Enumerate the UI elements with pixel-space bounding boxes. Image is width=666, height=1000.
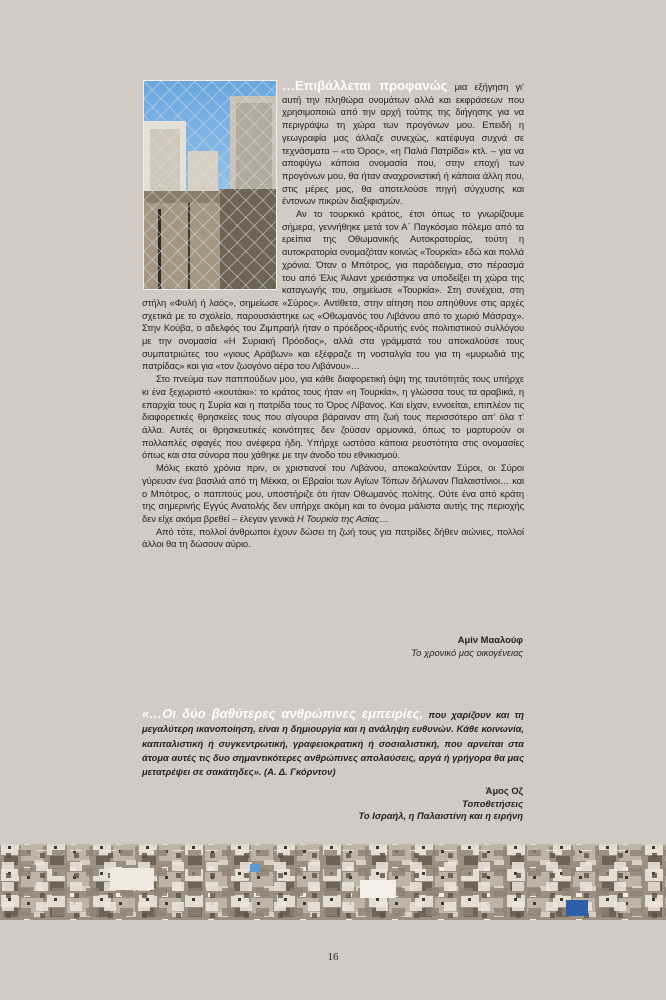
book-subtitle: Το Ισραήλ, η Παλαιστίνη και η ειρήνη: [358, 810, 523, 822]
page-number: 16: [327, 951, 339, 963]
quote-block: [142, 707, 524, 779]
book-title: Τοποθετήσεις: [462, 797, 523, 809]
lead-phrase: …Επιβάλλεται προφανώς: [282, 78, 448, 93]
paragraph-3: Στο πνεύμα των παππούδων μου, για κάθε διαφορετική όψη της ταυτότητάς τους υπήρχε κι ένα ξεχωριστό «κουτάκι»: το κράτος τους ήταν «η Τουρκία», η γλώσσα τους τα αραβικά, η επαρχία τους η Συρία και η πατρίδα τους το Όρος Λίβανος. Και είχαν, εννοείται, επιπλέον τις διαφορετικές θρησκείες τους που σίγουρα βάραιναν στη ζωή τους περισσότερο απ’ όλα τ’ άλλα. Αυτές οι θρησκευτικές κοινότητες δεν ζούσαν αρμονικά, όπως το μαρτυρούν οι πολλαπλές σφαγές που ανέφερα ήδη. Υπήρχε ωστόσο κάποια ρευστότητα στις ονομασίες όπως και στα σύνορα που χάθηκε με την άνοδο του εθνικισμού.: [142, 373, 524, 461]
quote-lead: «…Οι δύο βαθύτερες ανθρώπινες εμπειρίες,: [142, 706, 424, 721]
paragraph-1: …Επιβάλλεται προφανώς μια εξήγηση γι’ αυτή την πληθώρα ονομάτων αλλά και εκφράσεων που χρησιμοποιώ από την αρχή τούτης της διήγησης για να περιγράψω τη χώρα των προγόνων μου. Επειδή η γεωγραφία μας άλλαζε συνεχώς, κατέφυγα συχνά σε τεχνάσματα – «το Όρος», «η Παλιά Πατρίδα» κτλ. – για να αποφύγω κάποια ονομασία που, στην εποχή των προγόνων μου, θα ήταν αναχρονιστική ή κάποια άλλη που, στις μέρες μας, θα αποτελούσε πηγή σύγχυσης και έντονων πικρών διαξιφισμών.: [282, 78, 524, 207]
signature-oz: [359, 785, 524, 823]
paragraph-4: Μόλις εκατό χρόνια πριν, οι χριστιανοί του Λιβάνου, αποκαλούνταν Σύροι, οι Σύροι γύρευαν ένα βασιλιά από τη Μέκκα, οι Εβραίοι των Αγίων Τόπων δήλωναν Παλαιστίνιοι… και ο Μπότρος, ο παππούς μου, υποστήριζε ότι ήταν Οθωμανός πολίτης. Ούτε ένα από κράτη της σημερινής Εγγύς Ανατολής δεν υπήρχε ακόμη και το όνομα μάλιστα αυτής της περιοχής δεν είχε ακόμα βρεθεί – έλεγαν γενικά Η Τουρκία της Ασίας…: [142, 462, 524, 524]
city-panorama-photo: [0, 840, 666, 920]
paragraph-5: Από τότε, πολλοί άνθρωποι έχουν δώσει τη ζωή τους για πατρίδες δήθεν αιώνιες, πολλοί άλλοι θα τη δώσουν αύριο.: [142, 525, 524, 550]
quote-text: που χαρίζουν και τη μεγαλύτερη ικανοποίηση, είναι η δημιουργία και η ανάληψη ευθυνών. Κάθε κοινωνία, καπιταλιστική ή συγκεντρωτική, γραφειοκρατική ή σοσιαλιστική, που αρνείται στα άτομα αυτές τις δυο σημαντικότερες ανθρώπινες απολαύσεις, αργά ή γρήγορα θα μας μετατρέψει σε σακάτηδες». (Α. Δ. Γκόρντον): [142, 709, 525, 778]
main-text: [142, 80, 524, 551]
paragraph-2: Αν το τουρκικό κράτος, έτσι όπως το γνωρίζουμε σήμερα, γεννήθηκε μετά τον Α΄ Παγκόσμιο πόλεμο από τα ερείπια της Οθωμανικής Αυτοκρατορίας, τούτη η αυτοκρατορία ονομαζόταν κοινώς «Τουρκία» εδώ και πολλά χρόνια. Όταν ο Μπότρος, για παράδειγμα, στο πέρασμά του από Έλις Άιλαντ χρειάστηκε να υποδείξει τη χώρα της καταγωγής του, σημείωσε «Τουρκία». Στη συνέχεια, στη στήλη «Φυλή ή λαός», σημείωσε «Σύρος». Αντίθετα, στην αίτηση που απηύθυνε στις αρχές σχετικά με το σχολείο, παρουσιάστηκε ως «Οθωμανός του Λιβάνου από το χωριό Μάσραχ». Στην Κούβα, ο αδελφός του Ζιμπραήλ ήταν ο πρόεδρος-ιδρυτής ενός πολιτιστικού συλλόγου με την ονομασία «Η Συριακή Πρόοδος», αλλά στα γράμματά του αποκαλούσε τους συμπατριώτες του «γιους Αράβων» και εξέφραζε τη νοσταλγία του για τη «μυρωδιά της πατρίδας» και για «τον ζωογόνο αέρα του Λιβάνου»…: [142, 208, 524, 372]
signature-maalouf: [411, 633, 523, 659]
author-name: Αμίν Μααλούφ: [457, 634, 523, 645]
work-title: Το χρονικό μας οικογένειας: [411, 647, 523, 658]
author-name: Άμος Οζ: [485, 785, 523, 796]
